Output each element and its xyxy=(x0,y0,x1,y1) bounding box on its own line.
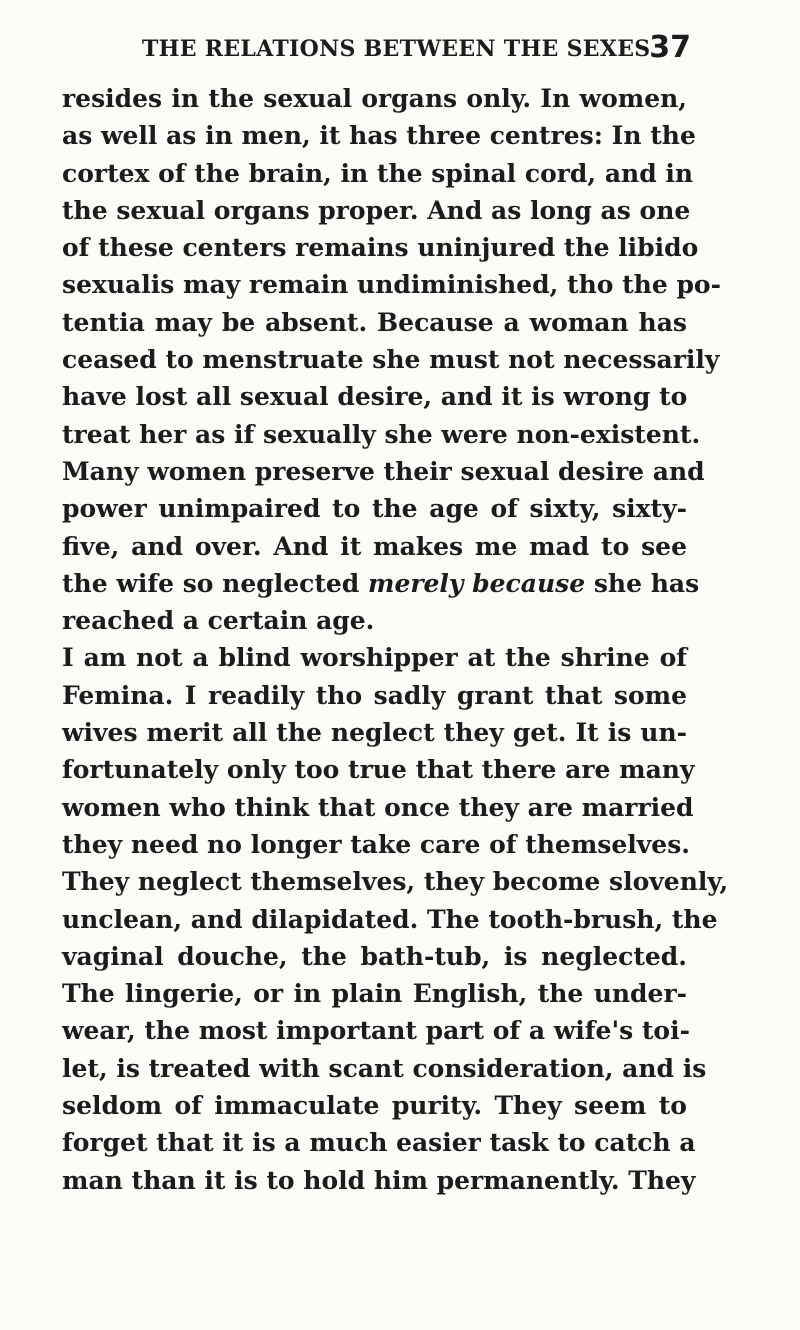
text-line: five, and over. And it makes me mad to see xyxy=(62,531,687,561)
emphasized-text: merely because xyxy=(368,568,586,598)
text-line: resides in the sexual organs only. In women, xyxy=(62,84,687,113)
text-line: ceased to menstruate she must not necessarily xyxy=(62,345,720,375)
text-line: The lingerie, or in plain English, the under- xyxy=(62,979,687,1009)
running-head xyxy=(62,30,691,70)
text-line: They neglect themselves, they become slovenly, xyxy=(62,867,729,897)
text-line: wear, the most important part of a wife's toi- xyxy=(62,1016,690,1046)
text-line: they need no longer take care of themselves. xyxy=(62,829,690,859)
text-line: vaginal douche, the bath-tub, is neglected. xyxy=(62,941,687,971)
text-line: fortunately only too true that there are many xyxy=(62,755,695,785)
body-text xyxy=(62,80,729,1199)
text-line: let, is treated with scant consideration, and is xyxy=(62,1053,707,1083)
text-line: sexualis may remain undiminished, tho the po- xyxy=(62,270,721,300)
text-line: have lost all sexual desire, and it is wrong to xyxy=(62,382,688,412)
text-segment: she has xyxy=(585,568,700,598)
text-line: as well as in men, it has three centres: In the xyxy=(62,121,696,151)
text-line: Many women preserve their sexual desire and xyxy=(62,456,705,486)
text-line: reached a certain age. xyxy=(62,606,375,636)
text-line: cortex of the brain, in the spinal cord, and in xyxy=(62,158,694,188)
text-line: man than it is to hold him permanently. They xyxy=(62,1165,696,1195)
text-line: women who think that once they are married xyxy=(62,792,694,822)
text-line: seldom of immaculate purity. They seem to xyxy=(62,1091,687,1121)
text-line: wives merit all the neglect they get. It is un- xyxy=(62,718,687,748)
running-title: THE RELATIONS BETWEEN THE SEXES xyxy=(142,36,651,62)
text-line: the sexual organs proper. And as long as one xyxy=(62,195,691,225)
text-line: treat her as if sexually she were non-existent. xyxy=(62,419,701,449)
text-line-with-emphasis xyxy=(62,565,700,602)
text-line: I am not a blind worshipper at the shrine of xyxy=(62,643,687,673)
text-segment: the wife so neglected xyxy=(62,568,368,598)
text-line: of these centers remains uninjured the libido xyxy=(62,233,699,263)
text-line: forget that it is a much easier task to catch a xyxy=(62,1128,696,1158)
text-line: power unimpaired to the age of sixty, sixty- xyxy=(62,494,687,524)
page-number: 37 xyxy=(649,30,691,65)
text-line: unclean, and dilapidated. The tooth-brush, the xyxy=(62,904,718,934)
text-line: tentia may be absent. Because a woman has xyxy=(62,307,687,337)
text-line: Femina. I readily tho sadly grant that some xyxy=(62,680,687,710)
